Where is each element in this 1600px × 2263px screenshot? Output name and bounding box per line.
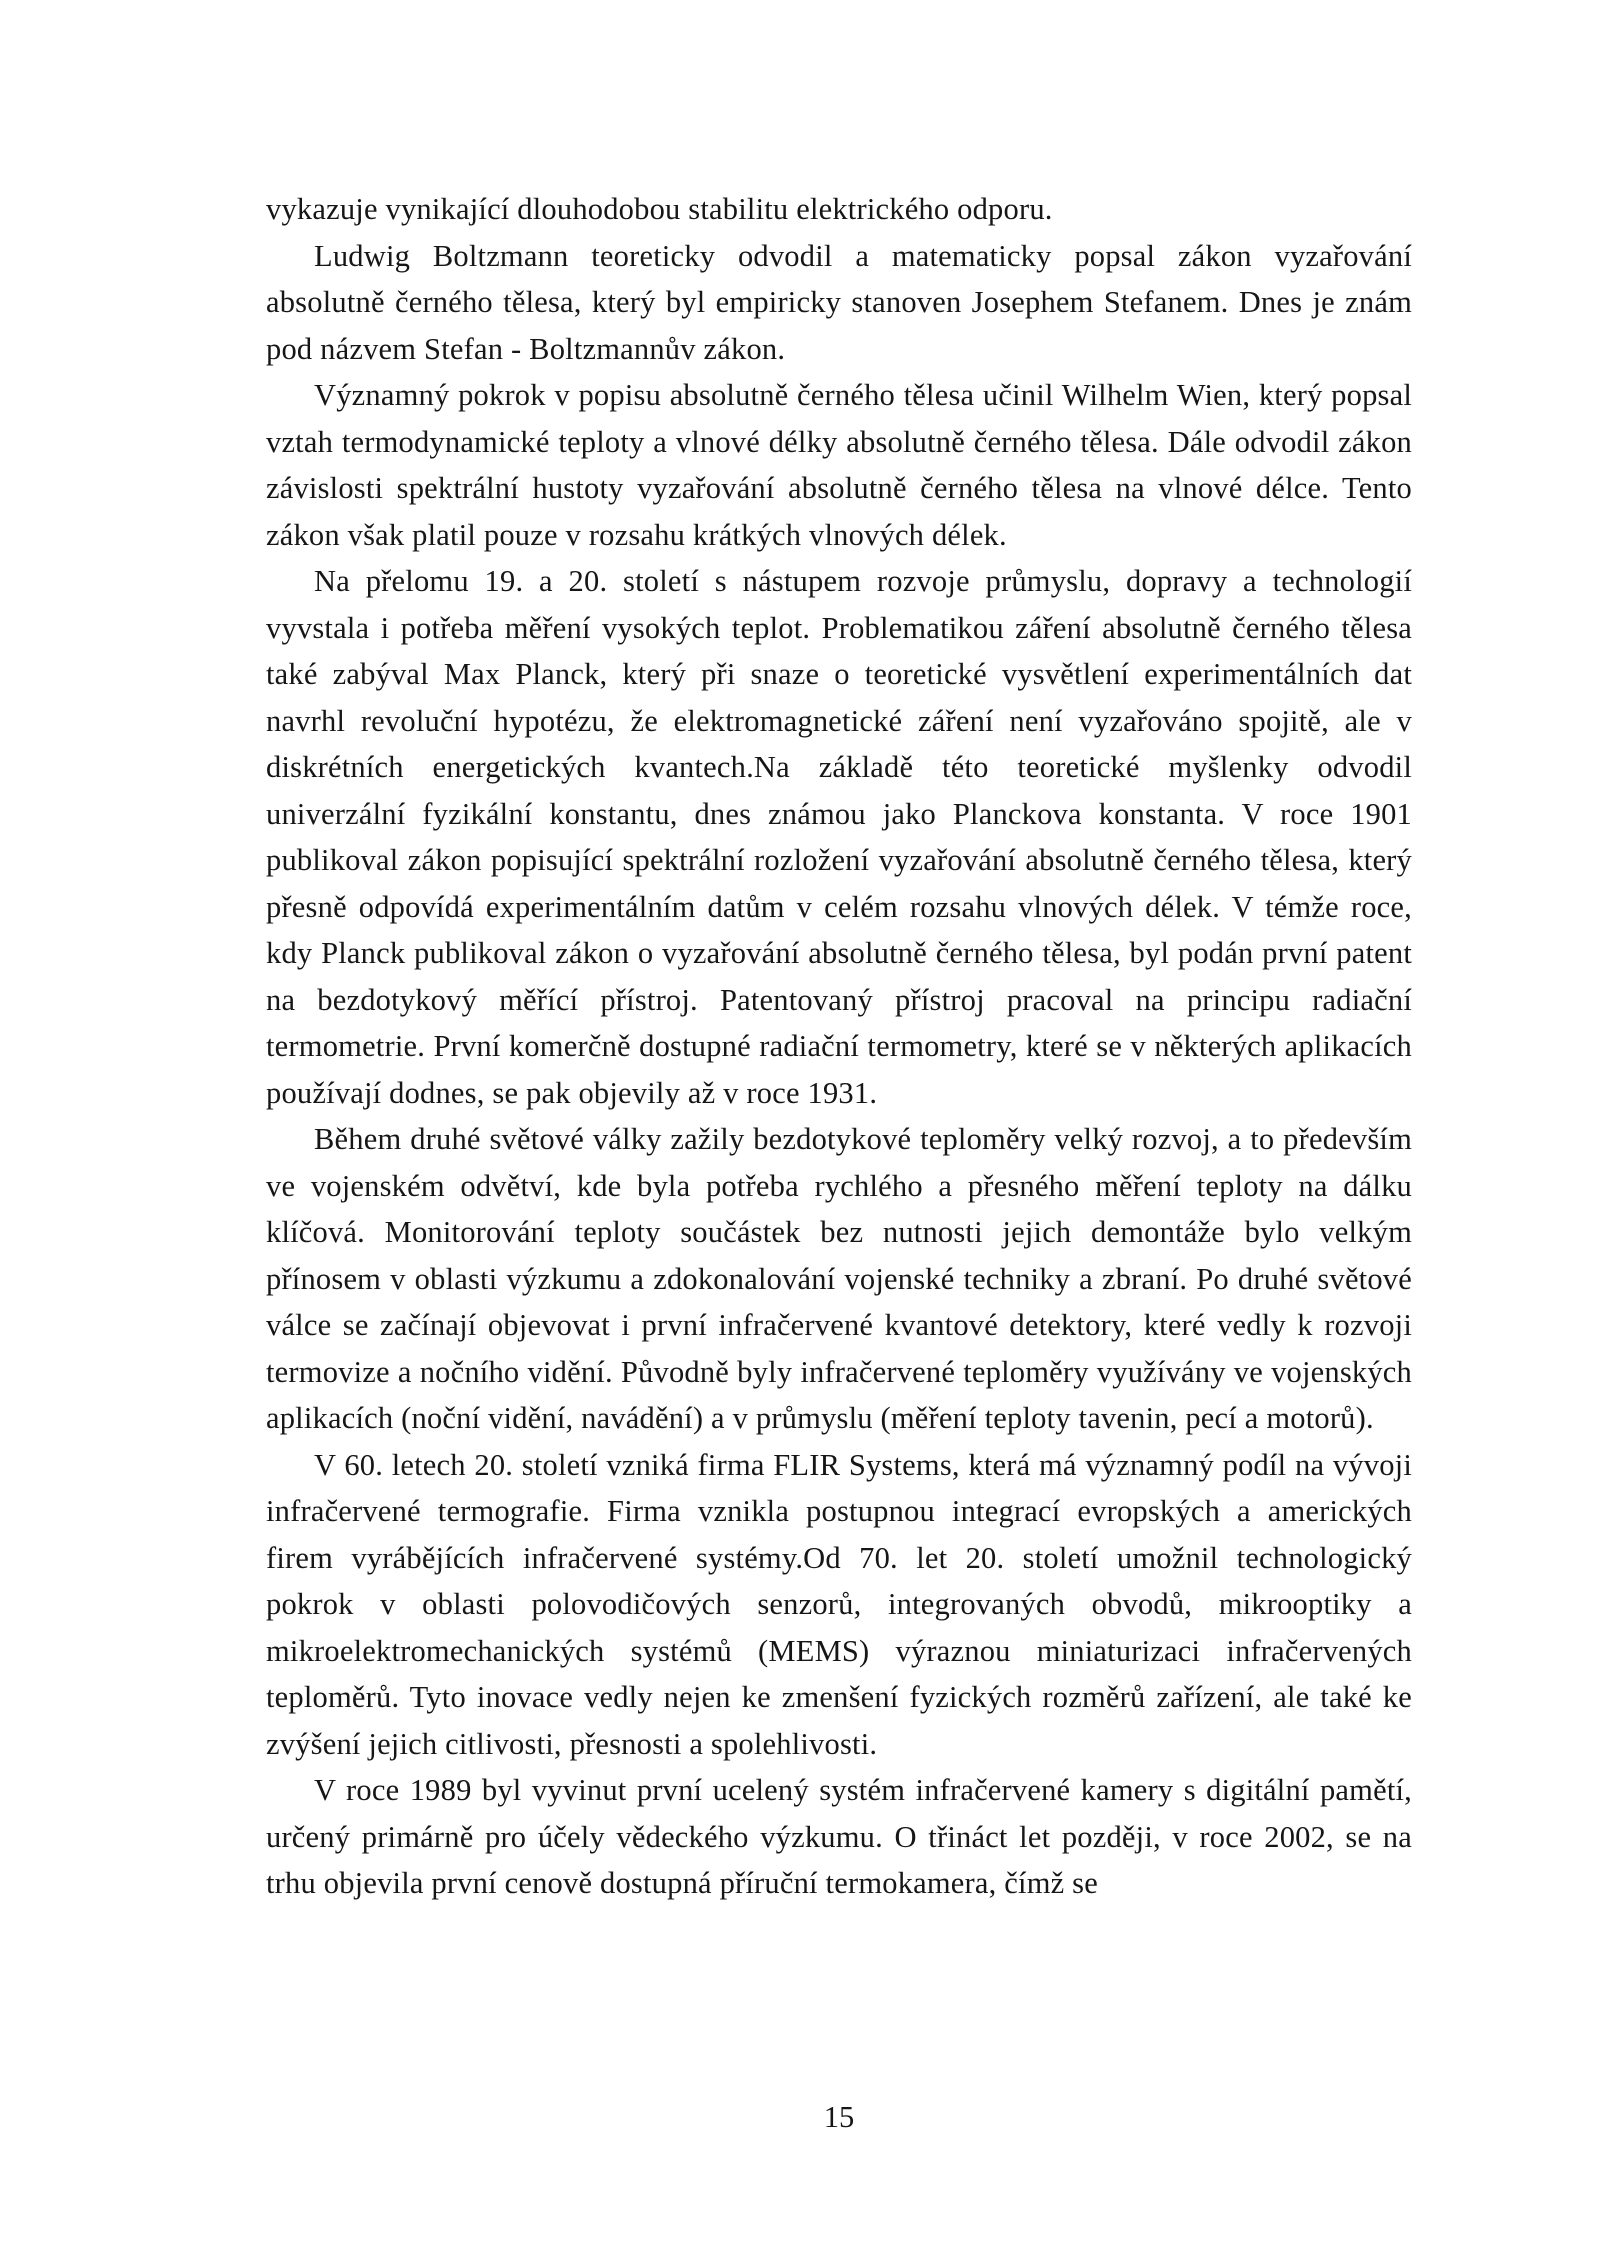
paragraph: V roce 1989 byl vyvinut první ucelený systém infračervené kamery s digitální pamětí, určený primárně pro účely vědeckého výzkumu. O třináct let později, v roce 2002, se na trhu objevila první cenově dostupná příruční termokamera, čímž se [266,1773,1412,1900]
paragraph: Ludwig Boltzmann teoreticky odvodil a matematicky popsal zákon vyzařování absolutně černého tělesa, který byl empiricky stanoven Josephem Stefanem. Dnes je znám pod názvem Stefan - Boltzmannův zákon. [266,238,1412,366]
paragraph: vykazuje vynikající dlouhodobou stabilitu elektrického odporu. [266,192,1053,226]
paragraph: Na přelomu 19. a 20. století s nástupem rozvoje průmyslu, dopravy a technologií vyvstala i potřeba měření vysokých teplot. Problematikou záření absolutně černého tělesa také zabýval Max Planck, který při snaze o teoretické vysvětlení experimentálních dat navrhl revoluční hypotézu, že elektromagnetické záření není vyzařováno spojitě, ale v diskrétních energetických kvantech.Na základě této teoretické myšlenky odvodil univerzální fyzikální konstantu, dnes známou jako Planckova konstanta. V roce 1901 publikoval zákon popisující spektrální rozložení vyzařování absolutně černého tělesa, který přesně odpovídá experimentálním datům v celém rozsahu vlnových délek. V témže roce, kdy Planck publikoval zákon o vyzařování absolutně černého tělesa, byl podán první patent na bezdotykový měřící přístroj. Patentovaný přístroj pracoval na principu radiační termometrie. První komerčně dostupné radiační termometry, které se v některých aplikacích používají dodnes, se pak objevily až v roce 1931. [266,564,1412,1110]
page-number: 15 [823,2100,855,2134]
paragraph: V 60. letech 20. století vzniká firma FLIR Systems, která má významný podíl na vývoji infračervené termografie. Firma vznikla postupnou integrací evropských a amerických firem vyrábějících infračervené systémy.Od 70. let 20. století umožnil technologický pokrok v oblasti polovodičových senzorů, integrovaných obvodů, mikrooptiky a mikroelektromechanických systémů (MEMS) výraznou miniaturizaci infračervených teploměrů. Tyto inovace vedly nejen ke zmenšení fyzických rozměrů zařízení, ale také ke zvýšení jejich citlivosti, přesnosti a spolehlivosti. [266,1447,1412,1761]
text-block [266,186,1412,1907]
paragraph: Během druhé světové války zažily bezdotykové teploměry velký rozvoj, a to především ve vojenském odvětví, kde byla potřeba rychlého a přesného měření teploty na dálku klíčová. Monitorování teploty součástek bez nutnosti jejich demontáže bylo velkým přínosem v oblasti výzkumu a zdokonalování vojenské techniky a zbraní. Po druhé světové válce se začínají objevovat i první infračervené kvantové detektory, které vedly k rozvoji termovize a nočního vidění. Původně byly infračervené teploměry využívány ve vojenských aplikacích (noční vidění, navádění) a v průmyslu (měření teploty tavenin, pecí a motorů). [266,1122,1412,1435]
paragraph: Významný pokrok v popisu absolutně černého tělesa učinil Wilhelm Wien, který popsal vztah termodynamické teploty a vlnové délky absolutně černého tělesa. Dále odvodil zákon závislosti spektrální hustoty vyzařování absolutně černého tělesa na vlnové délce. Tento zákon však platil pouze v rozsahu krátkých vlnových délek. [266,378,1412,552]
